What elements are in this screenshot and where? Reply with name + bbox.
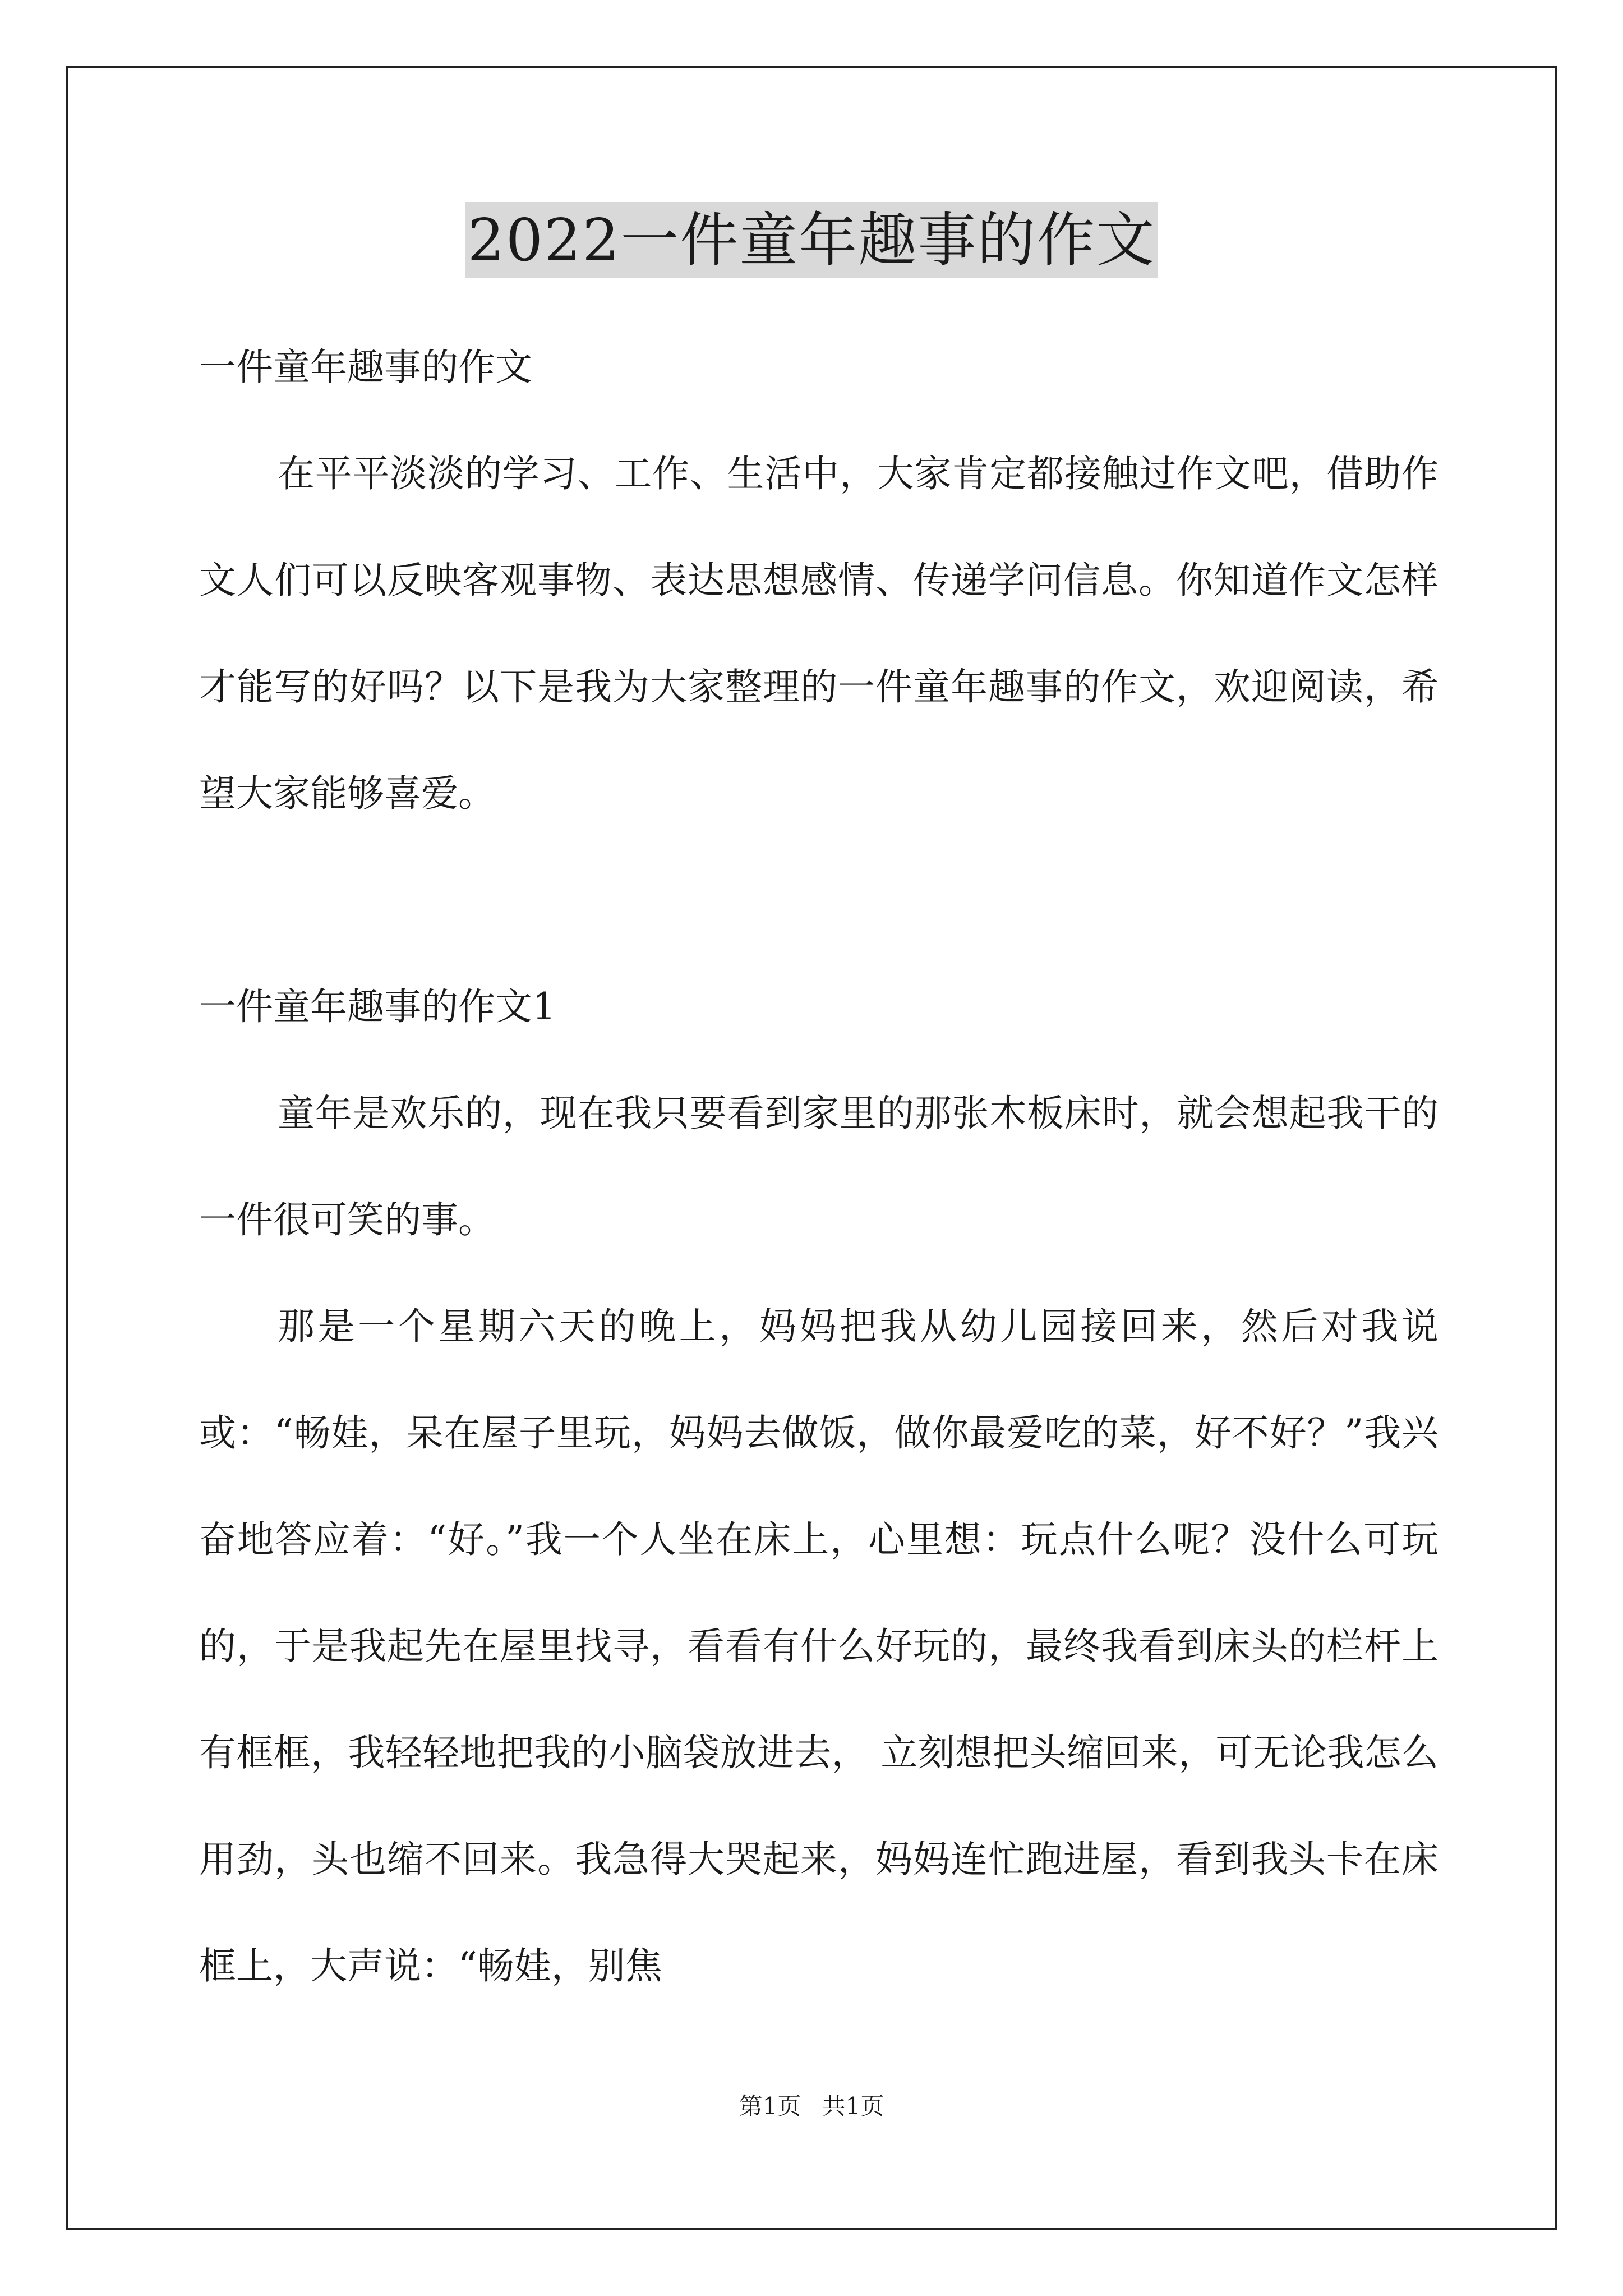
document-title: 2022一件童年趣事的作文 (465, 202, 1158, 278)
spacer (199, 847, 1438, 954)
body-paragraph-1: 童年是欢乐的，现在我只要看到家里的那张木板床时，就会想起我干的一件很可笑的事。 (199, 1092, 1438, 1241)
page-total: 共1页 (822, 2092, 884, 2120)
subtitle: 一件童年趣事的作文 (199, 346, 532, 389)
intro-paragraph: 在平平淡淡的学习、工作、生活中，大家肯定都接触过作文吧，借助作文人们可以反映客观事物、表达思想感情、传递学问信息。你知道作文怎样才能写的好吗？以下是我为大家整理的一件童年趣事的作文，欢迎阅读，希望大家能够喜爱。 (199, 452, 1438, 815)
body-paragraph-2: 那是一个星期六天的晚上，妈妈把我从幼儿园接回来，然后对我说或：“畅娃，呆在屋子里玩，妈妈去做饭，做你最爱吃的菜，好不好？”我兴奋地答应着：“好。”我一个人坐在床上，心里想：玩点什么呢？没什么可玩的，于是我起先在屋里找寻，看看有什么好玩的，最终我看到床头的栏杆上有框框，我轻轻地把我的小脑袋放进去， 立刻想把头缩回来，可无论我怎么用劲，头也缩不回来。我急得大哭起来，妈妈连忙跑进屋，看到我头卡在床框上，大声说：“畅娃，别焦 (199, 1305, 1438, 1987)
title-area (0, 202, 1623, 278)
page-number: 第1页 (739, 2092, 801, 2120)
document-body (199, 314, 1438, 2019)
section-heading: 一件童年趣事的作文1 (199, 985, 556, 1028)
page-footer (0, 2090, 1623, 2123)
